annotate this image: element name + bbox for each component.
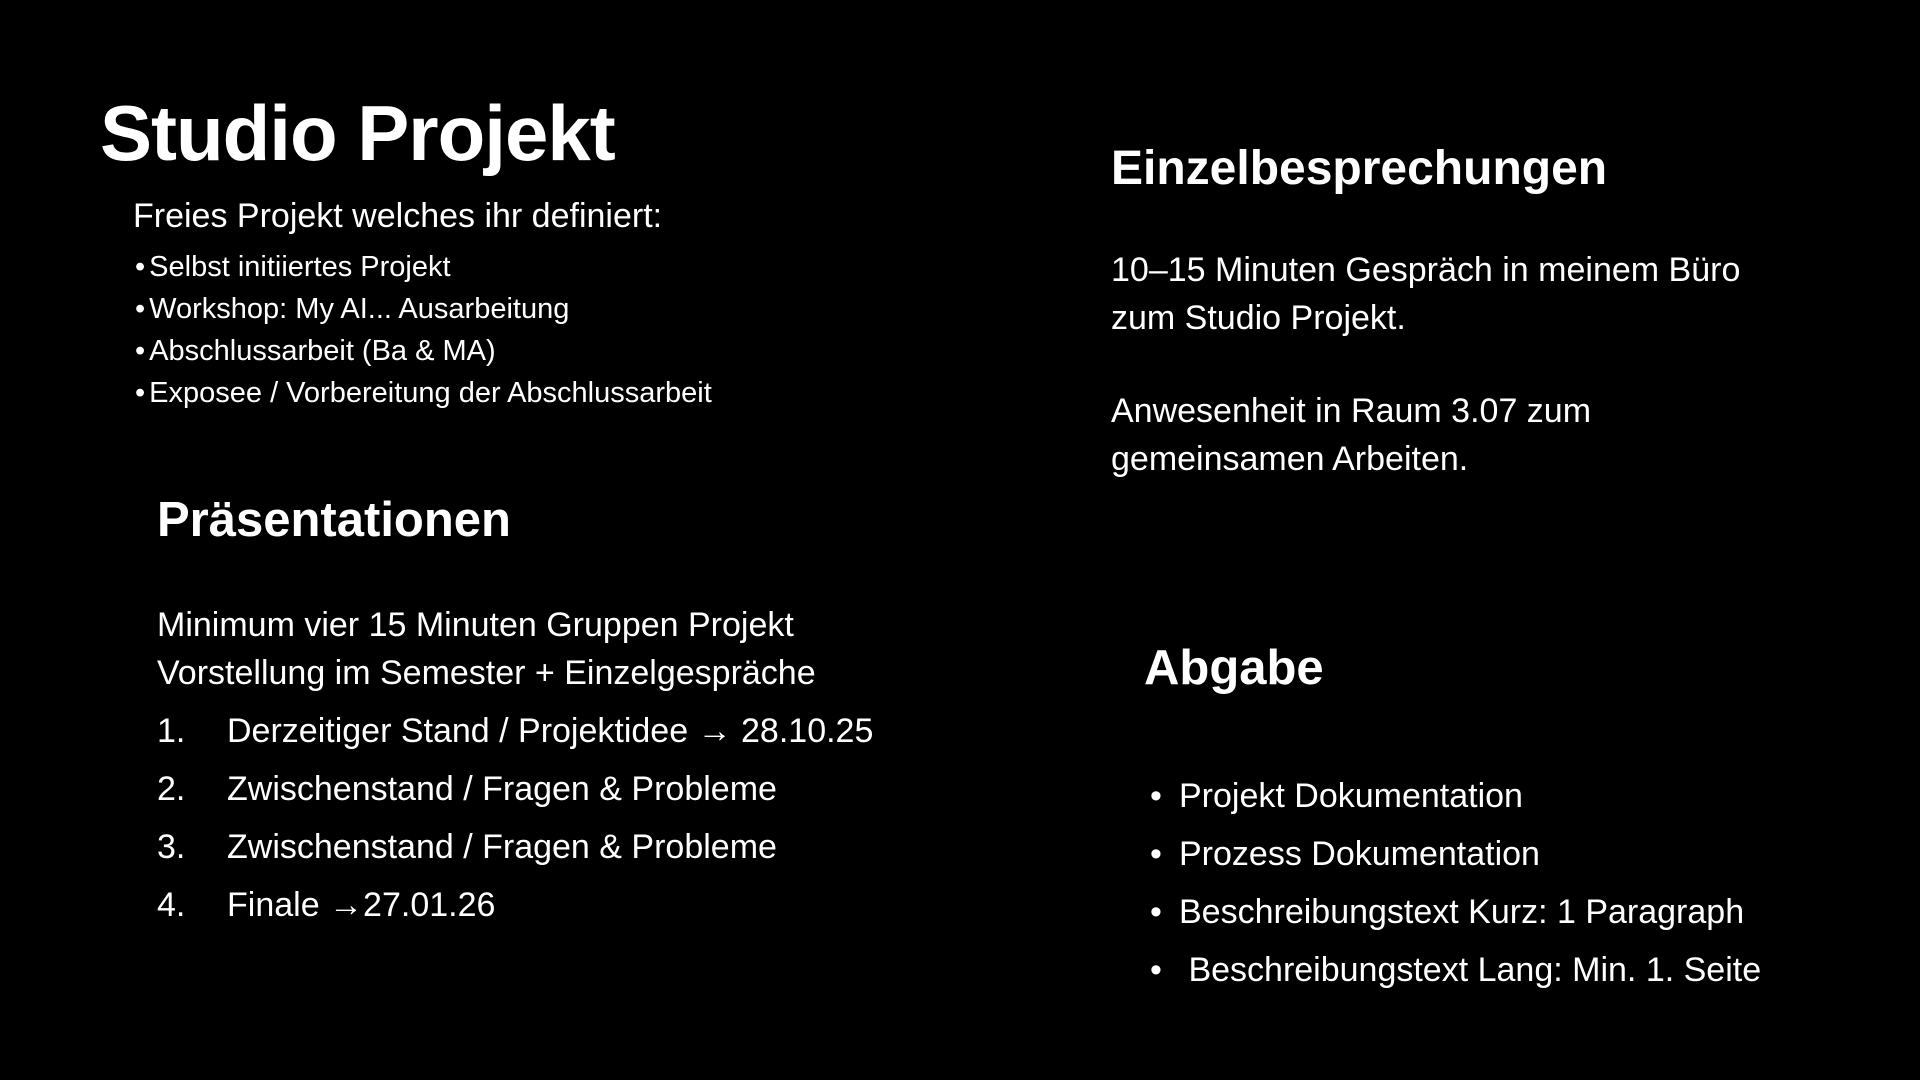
list-item: • Projekt Dokumentation — [1150, 767, 1761, 825]
list-item: • Selbst initiiertes Projekt — [135, 246, 712, 288]
list-item — [157, 760, 873, 818]
list-item: • Workshop: My AI... Ausarbeitung — [135, 288, 712, 330]
list-item: • Beschreibungstext Kurz: 1 Paragraph — [1150, 883, 1761, 941]
project-types-list — [135, 246, 712, 414]
item-number: 1. — [157, 712, 186, 750]
abgabe-list — [1150, 767, 1761, 999]
page-title: Studio Projekt — [100, 89, 615, 177]
list-item: • Beschreibungstext Lang: Min. 1. Seite — [1150, 941, 1761, 999]
presentations-heading: Präsentationen — [157, 493, 511, 547]
list-item — [157, 876, 873, 934]
attendance-text: Anwesenheit in Raum 3.07 zum gemeinsamen Arbeiten. — [1111, 392, 1592, 478]
presentations-description: Minimum vier 15 Minuten Gruppen Projekt Vorstellung im Semester + Einzelgespräche — [157, 606, 816, 692]
item-number: 3. — [157, 828, 186, 866]
presentations-list — [157, 702, 873, 934]
einzelbesprechungen-text: 10–15 Minuten Gespräch in meinem Büro zum Studio Projekt. — [1111, 251, 1741, 337]
item-text: Finale →27.01.26 — [227, 886, 496, 924]
list-item: • Exposee / Vorbereitung der Abschlussarbeit — [135, 372, 712, 414]
list-item: • Prozess Dokumentation — [1150, 825, 1761, 883]
item-text: Zwischenstand / Fragen & Probleme — [227, 770, 777, 808]
item-text: Zwischenstand / Fragen & Probleme — [227, 828, 777, 866]
intro-text: Freies Projekt welches ihr definiert: — [133, 197, 663, 235]
item-number: 4. — [157, 886, 186, 924]
abgabe-heading: Abgabe — [1144, 641, 1324, 695]
list-item: • Abschlussarbeit (Ba & MA) — [135, 330, 712, 372]
list-item — [157, 818, 873, 876]
list-item — [157, 702, 873, 760]
item-number: 2. — [157, 770, 186, 808]
einzelbesprechungen-heading: Einzelbesprechungen — [1111, 142, 1608, 195]
item-text: Derzeitiger Stand / Projektidee → 28.10.25 — [227, 712, 874, 750]
